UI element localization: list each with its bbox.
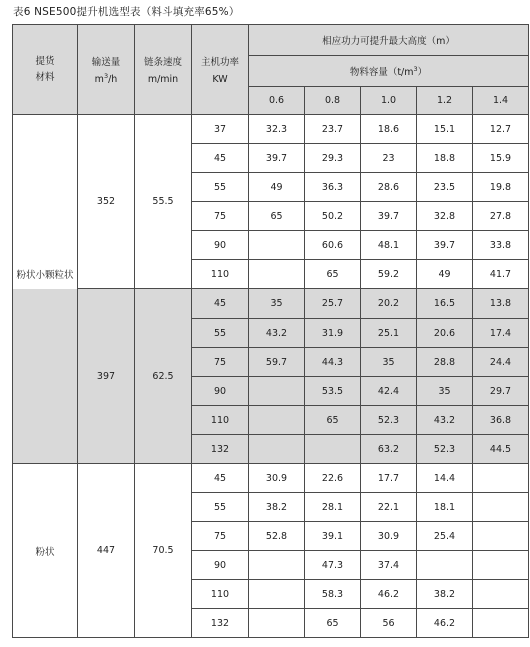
power-cell: 90 — [192, 377, 249, 406]
height-cell — [249, 609, 305, 638]
height-cell: 52.3 — [417, 435, 473, 464]
header-volume — [78, 25, 135, 115]
header-material-label: 提货 材料 — [35, 55, 55, 83]
power-cell: 37 — [192, 115, 249, 144]
height-cell: 35 — [361, 348, 417, 377]
table-caption: 表6 NSE500提升机选型表（料斗填充率65%） — [13, 6, 240, 18]
height-cell: 27.8 — [473, 202, 529, 231]
height-cell — [473, 551, 529, 580]
power-cell: 75 — [192, 348, 249, 377]
power-cell: 55 — [192, 173, 249, 202]
speed-cell: 62.5 — [135, 289, 192, 464]
height-cell: 39.7 — [417, 231, 473, 260]
height-cell: 20.6 — [417, 319, 473, 348]
elevator-selection-table — [12, 24, 529, 638]
height-cell: 30.9 — [249, 464, 305, 493]
height-cell: 22.1 — [361, 493, 417, 522]
height-cell: 25.1 — [361, 319, 417, 348]
height-cell: 31.9 — [305, 319, 361, 348]
material-label-group1: 粉状小颗粒状 — [16, 270, 74, 281]
height-cell: 18.8 — [417, 144, 473, 173]
volume-cell: 447 — [78, 464, 135, 638]
density-col-4: 1.4 — [473, 87, 529, 115]
height-cell: 47.3 — [305, 551, 361, 580]
height-cell: 36.3 — [305, 173, 361, 202]
header-volume-unit: $m^3/h$ — [94, 71, 118, 85]
height-cell: 23 — [361, 144, 417, 173]
height-cell — [249, 580, 305, 609]
height-cell — [305, 435, 361, 464]
height-cell: 50.2 — [305, 202, 361, 231]
speed-cell: 55.5 — [135, 115, 192, 289]
height-cell: 20.2 — [361, 289, 417, 319]
height-cell — [249, 231, 305, 260]
height-cell: 65 — [305, 406, 361, 435]
height-cell: 13.8 — [473, 289, 529, 319]
height-cell: 30.9 — [361, 522, 417, 551]
height-cell: 12.7 — [473, 115, 529, 144]
height-cell: 35 — [417, 377, 473, 406]
height-cell: 18.1 — [417, 493, 473, 522]
power-cell: 90 — [192, 551, 249, 580]
height-cell: 46.2 — [417, 609, 473, 638]
power-cell: 132 — [192, 435, 249, 464]
header-density: 物料容量$(t/m^3)$ — [249, 56, 529, 87]
header-material — [13, 25, 78, 115]
height-cell: 24.4 — [473, 348, 529, 377]
height-cell — [249, 551, 305, 580]
height-cell: 14.4 — [417, 464, 473, 493]
height-cell: 23.7 — [305, 115, 361, 144]
height-cell: 38.2 — [417, 580, 473, 609]
height-cell: 42.4 — [361, 377, 417, 406]
height-cell: 39.7 — [249, 144, 305, 173]
height-cell: 44.5 — [473, 435, 529, 464]
height-cell: 53.5 — [305, 377, 361, 406]
power-cell: 132 — [192, 609, 249, 638]
height-cell: 15.9 — [473, 144, 529, 173]
height-cell: 37.4 — [361, 551, 417, 580]
height-cell — [249, 435, 305, 464]
density-col-1: 0.8 — [305, 87, 361, 115]
height-cell: 17.4 — [473, 319, 529, 348]
power-cell: 45 — [192, 289, 249, 319]
height-cell: 29.3 — [305, 144, 361, 173]
power-cell: 110 — [192, 406, 249, 435]
height-cell: 52.3 — [361, 406, 417, 435]
header-power-unit: KW — [212, 74, 228, 85]
density-col-3: 1.2 — [417, 87, 473, 115]
header-height: 相应功力可提升最大高度（m） — [249, 25, 529, 56]
table-row — [13, 115, 529, 144]
height-cell: 32.8 — [417, 202, 473, 231]
height-cell: 36.8 — [473, 406, 529, 435]
height-cell: 33.8 — [473, 231, 529, 260]
height-cell — [473, 580, 529, 609]
height-cell: 15.1 — [417, 115, 473, 144]
height-cell: 56 — [361, 609, 417, 638]
height-cell: 46.2 — [361, 580, 417, 609]
height-cell: 35 — [249, 289, 305, 319]
height-cell: 59.2 — [361, 260, 417, 289]
table-row — [13, 289, 529, 319]
power-cell: 55 — [192, 493, 249, 522]
height-cell: 65 — [249, 202, 305, 231]
power-cell: 90 — [192, 231, 249, 260]
header-speed-unit: m/min — [147, 74, 179, 85]
power-cell: 55 — [192, 319, 249, 348]
height-cell: 60.6 — [305, 231, 361, 260]
height-cell: 43.2 — [417, 406, 473, 435]
height-cell: 22.6 — [305, 464, 361, 493]
height-cell: 65 — [305, 609, 361, 638]
height-cell: 65 — [305, 260, 361, 289]
height-cell — [249, 406, 305, 435]
power-cell: 45 — [192, 144, 249, 173]
height-cell: 28.1 — [305, 493, 361, 522]
density-col-0: 0.6 — [249, 87, 305, 115]
height-cell: 17.7 — [361, 464, 417, 493]
height-cell — [417, 551, 473, 580]
height-cell: 28.8 — [417, 348, 473, 377]
height-cell: 44.3 — [305, 348, 361, 377]
height-cell: 49 — [249, 173, 305, 202]
height-cell: 63.2 — [361, 435, 417, 464]
height-cell: 41.7 — [473, 260, 529, 289]
height-cell — [249, 260, 305, 289]
power-cell: 75 — [192, 202, 249, 231]
height-cell: 43.2 — [249, 319, 305, 348]
height-cell — [249, 377, 305, 406]
height-cell: 39.7 — [361, 202, 417, 231]
speed-cell: 70.5 — [135, 464, 192, 638]
height-cell — [473, 522, 529, 551]
height-cell: 32.3 — [249, 115, 305, 144]
material-cell-group1 — [13, 115, 78, 464]
power-cell: 45 — [192, 464, 249, 493]
power-cell: 110 — [192, 260, 249, 289]
height-cell: 28.6 — [361, 173, 417, 202]
height-cell — [473, 464, 529, 493]
power-cell: 110 — [192, 580, 249, 609]
height-cell: 39.1 — [305, 522, 361, 551]
height-cell — [473, 609, 529, 638]
height-cell — [473, 493, 529, 522]
height-cell: 16.5 — [417, 289, 473, 319]
header-speed — [135, 25, 192, 115]
table-row — [13, 464, 529, 493]
height-cell: 59.7 — [249, 348, 305, 377]
material-cell-group2: 粉状 — [13, 464, 78, 638]
volume-cell: 352 — [78, 115, 135, 289]
height-cell: 23.5 — [417, 173, 473, 202]
header-power-label: 主机功率 — [200, 57, 239, 68]
height-cell: 48.1 — [361, 231, 417, 260]
header-power — [192, 25, 249, 115]
height-cell: 18.6 — [361, 115, 417, 144]
power-cell: 75 — [192, 522, 249, 551]
height-cell: 38.2 — [249, 493, 305, 522]
volume-cell: 397 — [78, 289, 135, 464]
density-col-2: 1.0 — [361, 87, 417, 115]
height-cell: 19.8 — [473, 173, 529, 202]
height-cell: 52.8 — [249, 522, 305, 551]
height-cell: 49 — [417, 260, 473, 289]
height-cell: 58.3 — [305, 580, 361, 609]
header-volume-label: 输送量 — [91, 57, 121, 68]
height-cell: 25.4 — [417, 522, 473, 551]
height-cell: 25.7 — [305, 289, 361, 319]
height-cell: 29.7 — [473, 377, 529, 406]
header-speed-label: 链条速度 — [143, 57, 182, 68]
